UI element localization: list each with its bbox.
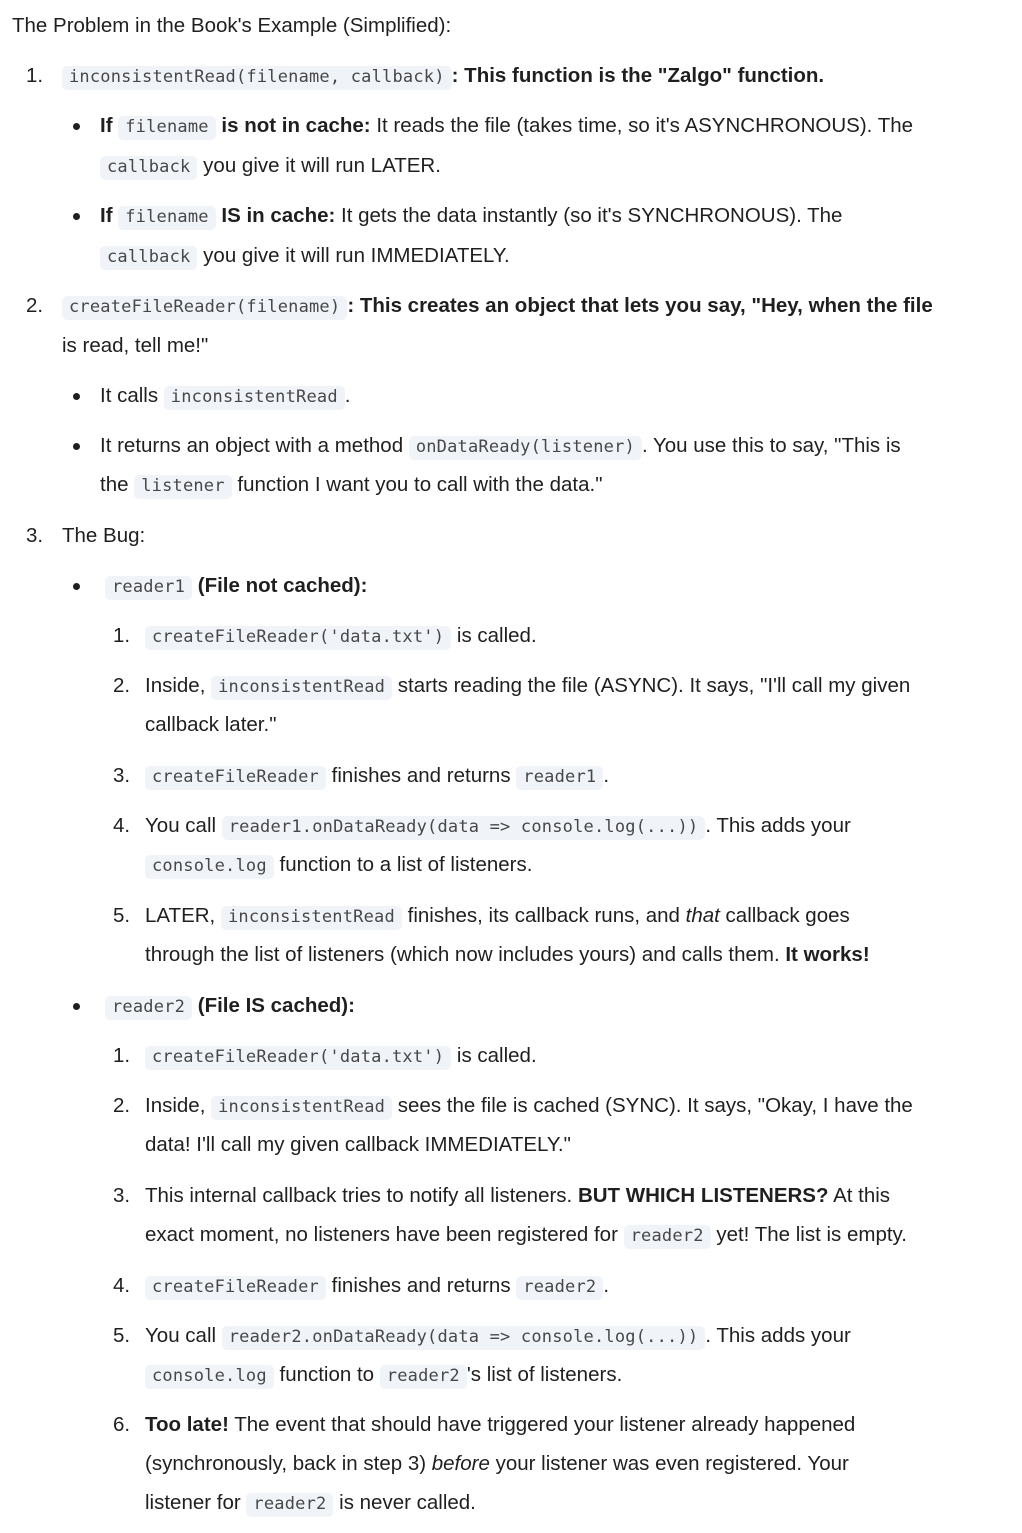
- bullet-icon: [73, 583, 80, 590]
- item-2-line: createFileReader(filename) : This creates an object that lets you say, "Hey, when the file: [62, 286, 933, 327]
- list-number-2: 2.: [26, 294, 44, 317]
- bullet-icon: [73, 393, 80, 400]
- inline-code: listener: [134, 475, 231, 499]
- inline-code: filename: [118, 116, 215, 140]
- list-number-1: 1.: [26, 64, 44, 87]
- inline-code: createFileReader: [145, 766, 326, 790]
- reader2-step-1: createFileReader('data.txt') is called.: [145, 1036, 537, 1077]
- item-2-bullet-2-cont: the listener function I want you to call with the data.": [100, 465, 602, 506]
- item-2-bullet-1: It calls inconsistentRead .: [100, 376, 350, 417]
- step-number: 2.: [113, 674, 131, 697]
- inline-code: inconsistentRead: [221, 906, 402, 930]
- reader1-heading: reader1 (File not cached):: [105, 566, 367, 607]
- inline-code: callback: [100, 156, 197, 180]
- step-number: 5.: [113, 904, 131, 927]
- bullet-icon: [73, 123, 80, 130]
- reader1-step-2: Inside, inconsistentRead starts reading the file (ASYNC). It says, "I'll call my given: [145, 666, 910, 707]
- step-number: 4.: [113, 814, 131, 837]
- item-1-bullet-1-cont: callback you give it will run LATER.: [100, 146, 441, 187]
- step-number: 3.: [113, 764, 131, 787]
- bullet-icon: [73, 213, 80, 220]
- reader1-step-1: createFileReader('data.txt') is called.: [145, 616, 537, 657]
- reader1-step-2-cont: callback later.": [145, 713, 277, 736]
- section-heading: The Problem in the Book's Example (Simplified):: [12, 14, 452, 37]
- item-1-text: : This function is the "Zalgo" function.: [451, 64, 825, 87]
- reader2-step-2-cont: data! I'll call my given callback IMMEDIATELY.": [145, 1133, 571, 1156]
- reader2-step-3-cont: exact moment, no listeners have been registered for reader2 yet! The list is empty.: [145, 1215, 907, 1256]
- inline-code: inconsistentRead: [164, 386, 345, 410]
- item-2-bullet-2: It returns an object with a method onDataReady(listener) . You use this to say, "This is: [100, 426, 901, 467]
- inline-code: callback: [100, 246, 197, 270]
- reader1-step-5: LATER, inconsistentRead finishes, its callback runs, and that callback goes: [145, 896, 850, 937]
- inline-code: createFileReader(filename): [62, 296, 347, 320]
- inline-code: createFileReader: [145, 1276, 326, 1300]
- bullet-icon: [73, 1003, 80, 1010]
- item-1-bullet-1: If filename is not in cache: It reads the file (takes time, so it's ASYNCHRONOUS). The: [100, 106, 913, 147]
- inline-code: inconsistentRead: [211, 1096, 392, 1120]
- item-3-title: The Bug:: [62, 524, 146, 547]
- reader2-step-5: You call reader2.onDataReady(data => console.log(...)) . This adds your: [145, 1316, 851, 1357]
- reader2-step-6: Too late! The event that should have triggered your listener already happened: [145, 1413, 856, 1436]
- inline-code: reader2: [105, 996, 192, 1020]
- inline-code: reader2.onDataReady(data => console.log(...)): [222, 1326, 706, 1350]
- inline-code: reader2: [246, 1493, 333, 1517]
- step-number: 1.: [113, 1044, 131, 1067]
- reader2-step-6-cont-1: (synchronously, back in step 3) before your listener was even registered. Your: [145, 1452, 849, 1475]
- bullet-icon: [73, 443, 80, 450]
- item-1-bullet-2: If filename IS in cache: It gets the data instantly (so it's SYNCHRONOUS). The: [100, 196, 842, 237]
- inline-code: console.log: [145, 1365, 274, 1389]
- inline-code: console.log: [145, 855, 274, 879]
- reader2-heading: reader2 (File IS cached):: [105, 986, 355, 1027]
- step-number: 5.: [113, 1324, 131, 1347]
- reader2-step-5-cont: console.log function to reader2 's list of listeners.: [145, 1355, 622, 1396]
- inline-code: reader1: [105, 576, 192, 600]
- inline-code: inconsistentRead(filename, callback): [62, 66, 452, 90]
- inline-code: createFileReader('data.txt'): [145, 1046, 451, 1070]
- inline-code: filename: [118, 206, 215, 230]
- inline-code: reader1: [516, 766, 603, 790]
- reader1-step-5-cont: through the list of listeners (which now includes yours) and calls them. It works!: [145, 943, 870, 966]
- item-1-bullet-2-cont: callback you give it will run IMMEDIATELY.: [100, 236, 510, 277]
- reader1-step-4-cont: console.log function to a list of listeners.: [145, 845, 532, 886]
- item-1-line: [62, 56, 824, 97]
- inline-code: onDataReady(listener): [409, 436, 642, 460]
- reader2-step-3: This internal callback tries to notify all listeners. BUT WHICH LISTENERS? At this: [145, 1184, 891, 1207]
- inline-code: reader2: [380, 1365, 467, 1389]
- step-number: 1.: [113, 624, 131, 647]
- inline-code: reader1.onDataReady(data => console.log(...)): [222, 816, 706, 840]
- inline-code: reader2: [516, 1276, 603, 1300]
- inline-code: inconsistentRead: [211, 676, 392, 700]
- step-number: 3.: [113, 1184, 131, 1207]
- list-number-3: 3.: [26, 524, 44, 547]
- item-2-line-cont: is read, tell me!": [62, 334, 209, 357]
- reader1-step-3: createFileReader finishes and returns reader1 .: [145, 756, 609, 797]
- reader1-step-4: You call reader1.onDataReady(data => console.log(...)) . This adds your: [145, 806, 851, 847]
- reader2-step-6-cont-2: listener for reader2 is never called.: [145, 1483, 476, 1524]
- step-number: 2.: [113, 1094, 131, 1117]
- step-number: 6.: [113, 1413, 131, 1436]
- inline-code: createFileReader('data.txt'): [145, 626, 451, 650]
- step-number: 4.: [113, 1274, 131, 1297]
- reader2-step-4: createFileReader finishes and returns reader2 .: [145, 1266, 609, 1307]
- reader2-step-2: Inside, inconsistentRead sees the file is cached (SYNC). It says, "Okay, I have the: [145, 1086, 913, 1127]
- inline-code: reader2: [624, 1225, 711, 1249]
